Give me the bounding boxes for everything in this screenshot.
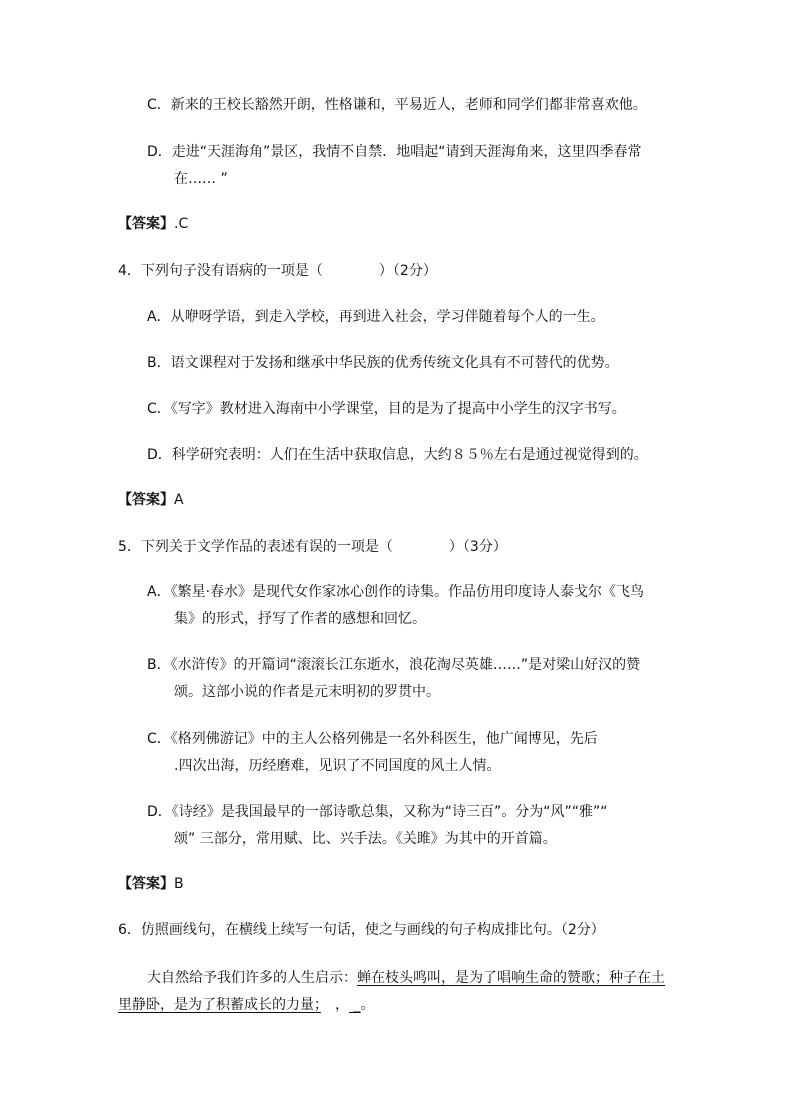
- q4-option-c: C．《写字》教材进入海南中小学课堂，目的是为了提高中小学生的汉字书写。: [147, 401, 626, 417]
- q5-option-b-line2: 颂。这部小说的作者是元末明初的罗贯中。: [174, 684, 440, 700]
- q4-option-b: B．语文课程对于发扬和继承中华民族的优秀传统文化具有不可替代的优势。: [147, 355, 619, 371]
- underlined-sentence-1: 蝉在枝头鸣叫，是为了唱响生命的赞歌；种子在土: [357, 970, 665, 986]
- q5-option-d-line2: 颂” 三部分，常用赋、比、兴手法。《关雎》为其中的开首篇。: [174, 831, 557, 847]
- q5-option-c-line2: .四次出海，历经磨难，见识了不同国度的风土人情。: [174, 758, 501, 774]
- q3-option-d-line2: 在…… ”: [174, 171, 228, 187]
- answer-tag: 【答案】: [118, 216, 174, 232]
- q4-option-a: A．从咿呀学语，到走入学校，再到进入社会，学习伴随着每个人的一生。: [147, 309, 605, 325]
- q5-option-a-line1: A．《繁星·春水》是现代女作家冰心创作的诗集。作品仿用印度诗人泰戈尔《飞鸟: [147, 584, 645, 600]
- q5-option-c-line1: C．《格列佛游记》中的主人公格列佛是一名外科医生，他广闻博见，先后: [147, 731, 598, 747]
- q5-option-a-line2: 集》的形式，抒写了作者的感想和回忆。: [174, 611, 426, 627]
- q5-option-b-line1: B．《水浒传》的开篇词“滚滚长江东逝水，浪花淘尽英雄……”是对梁山好汉的赞: [147, 657, 641, 673]
- q6-passage-line2: [118, 995, 374, 1015]
- answer-blank[interactable]: _: [349, 997, 361, 1013]
- q3-answer: [118, 214, 188, 234]
- underlined-sentence-2: 里静卧，是为了积蓄成长的力量；: [118, 997, 321, 1013]
- q3-option-d-line1: D．走进“天涯海角”景区，我情不自禁．地唱起“请到天涯海角来，这里四季春常: [147, 144, 642, 160]
- q6-question: 6．仿照画线句，在横线上续写一句话，使之与画线的句子构成排比句。（2分）: [118, 922, 605, 938]
- answer-tag: 【答案】: [118, 876, 174, 892]
- passage-end: 。: [360, 997, 375, 1013]
- q4-answer: [118, 490, 184, 510]
- answer-value: .C: [174, 216, 189, 232]
- answer-value: A: [174, 492, 184, 508]
- q5-question: 5．下列关于文学作品的表述有误的一项是（ ）（3分）: [118, 539, 507, 555]
- q5-option-d-line1: D．《诗经》是我国最早的一部诗歌总集，又称为“诗三百”。分为“风”“雅”“: [147, 804, 608, 820]
- q4-question: 4．下列句子没有语病的一项是（ ）（2分）: [118, 263, 437, 279]
- q3-option-c: C．新来的王校长豁然开朗，性格谦和，平易近人，老师和同学们都非常喜欢他。: [147, 97, 647, 113]
- answer-value: B: [174, 876, 184, 892]
- q6-passage-line1: [147, 968, 665, 988]
- passage-plain-text: 大自然给予我们许多的人生启示：: [147, 970, 357, 986]
- q4-option-d: D．科学研究表明：人们在生活中获取信息，大约８５％左右是通过视觉得到的。: [147, 447, 648, 463]
- passage-separator: ，: [321, 997, 349, 1013]
- q5-answer: [118, 874, 184, 894]
- answer-tag: 【答案】: [118, 492, 174, 508]
